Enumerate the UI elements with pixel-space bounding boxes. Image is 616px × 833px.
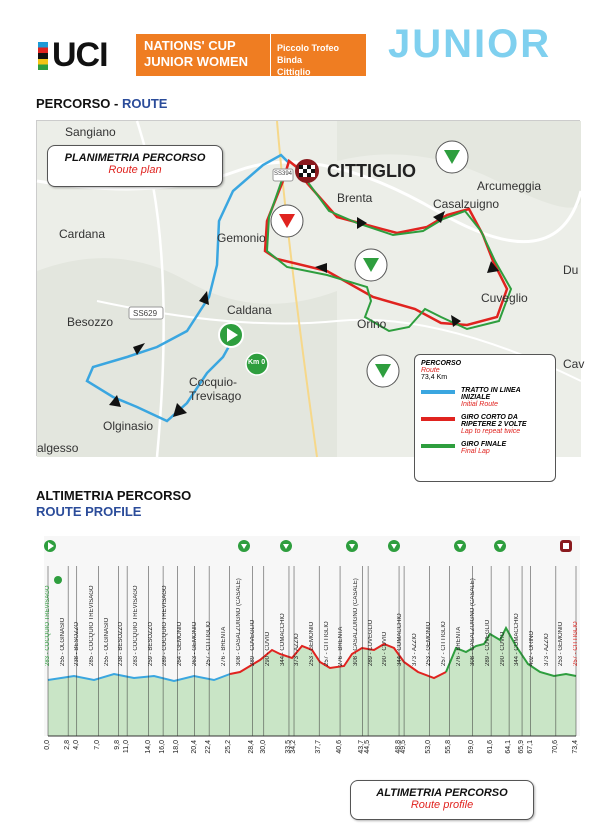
legend-item-en: Final Lap (461, 448, 490, 455)
green-pin-icon (494, 540, 506, 552)
event-title-box (136, 34, 270, 76)
green-pin-icon (346, 540, 358, 552)
green-pin-icon (280, 540, 292, 552)
category-title: JUNIOR (388, 22, 552, 66)
uci-wordmark: UCI (52, 36, 108, 74)
town-label: Cav (563, 357, 585, 371)
waypoint-label: 289 - COCQUIO TREVISAGO (162, 585, 169, 666)
km-tick-label: 4,0 (72, 740, 80, 750)
km-tick-label: 33,5 (284, 740, 292, 754)
waypoint-label: 290 - CUVIO (499, 631, 506, 666)
legend-item (421, 441, 549, 455)
km-tick-label: 16,0 (159, 740, 167, 754)
waypoint-label: 276 - BRENTA (455, 626, 462, 666)
waypoint-label: 263 - GEMONIO (191, 621, 198, 666)
km-tick-label: 67,1 (526, 740, 534, 754)
town-label: Arcumeggia (477, 179, 542, 193)
waypoint-label: 257 - CITTIGLIO (441, 621, 447, 666)
waypoint-label: 257 - CITTIGLIO (573, 621, 579, 666)
legend-item (421, 414, 549, 435)
waypoint-label: 253 - GEMONIO (426, 621, 433, 666)
finish-town-label: CITTIGLIO (327, 161, 416, 181)
town-label: Besozzo (67, 315, 114, 329)
legend-item-en: Initial Route (461, 401, 498, 408)
event-line1: NATIONS' CUP (144, 38, 236, 53)
route-profile-callout (350, 780, 534, 820)
town-label: Cuveglio (481, 291, 528, 305)
waypoint-label: 253 - GEMONIO (309, 621, 315, 666)
waypoint-label: 344 - COMACCHIO (397, 613, 403, 666)
waypoint-label: 344 - COMACCHIO (514, 613, 521, 666)
road-label-ss394: SS394 (274, 171, 293, 177)
legend-item-it: TRATTO IN LINEA INIZIALE (461, 387, 521, 401)
town-label: Brenta (337, 191, 373, 205)
waypoint-label: 257 - CITTIGLIO (206, 621, 213, 666)
legend-swatch (421, 417, 455, 421)
finish-flag-icon (295, 159, 319, 183)
legend-title-it: PERCORSO (421, 360, 462, 367)
callout-profile-en: Route profile (410, 799, 474, 811)
km-tick-label: 49,5 (400, 740, 408, 754)
uci-logo (38, 36, 130, 74)
green-pin-icon (238, 540, 250, 552)
km-tick-label: 48,8 (395, 740, 403, 754)
km-tick-label: 11,0 (123, 740, 131, 754)
waypoint-label: 373 - AZZIO (411, 633, 418, 666)
km-tick-label: 61,6 (487, 740, 495, 754)
km-tick-label: 20,4 (190, 740, 198, 754)
waypoint-label: 257 - CITTIGLIO (323, 621, 330, 666)
waypoint-label: 259 - BESOZZO (147, 621, 154, 666)
legend-title-en: Route (421, 367, 440, 374)
km-tick-label: 28,4 (248, 740, 256, 754)
route-title-en: ROUTE (121, 96, 168, 111)
finish-flag-icon (560, 540, 572, 552)
waypoint-label: 308 - CASALZUIGNO (CASALE) (470, 578, 477, 666)
town-label: Cardana (59, 227, 106, 241)
green-pin-icon (367, 355, 399, 387)
route-legend (414, 354, 556, 482)
waypoint-label: 373 - AZZIO (294, 633, 301, 666)
km-tick-label: 34,2 (290, 740, 298, 754)
km-tick-label: 64,1 (505, 740, 513, 754)
waypoint-label: 238 - BESOZZO (74, 621, 81, 666)
legend-item-en: Lap to repeat twice (461, 428, 521, 435)
route-title-it: PERCORSO - (36, 96, 122, 111)
start-play-icon (44, 540, 56, 552)
road-label-ss629: SS629 (133, 309, 158, 318)
km-tick-label: 44,5 (364, 740, 372, 754)
town-label: Du (563, 263, 579, 277)
waypoint-label: 402 - ORINO (529, 630, 535, 666)
start-play-icon (219, 323, 243, 347)
legend-item-it: GIRO CORTO DA RIPETERE 2 VOLTE (461, 414, 527, 428)
waypoint-label: 283 - COCQUIO TREVISAGO (133, 585, 139, 666)
green-pin-icon (454, 540, 466, 552)
waypoint-label: 285 - COCQUIO TREVISAGO (89, 585, 95, 666)
race-name-box (270, 34, 366, 76)
waypoint-label: 289 - CUVEGLIO (250, 619, 257, 666)
waypoint-label: 373 - AZZIO (543, 633, 550, 666)
legend-swatch (421, 444, 455, 448)
waypoint-label: 290 - CUVIO (265, 631, 271, 666)
waypoint-label: 255 - OLGINASIO (59, 617, 66, 666)
waypoint-label: 290 - CUVIO (382, 631, 389, 666)
legend-distance: 73,4 Km (421, 374, 448, 381)
green-pin-icon (388, 540, 400, 552)
km-tick-label: 2,8 (64, 740, 72, 750)
legend-swatch (421, 390, 455, 394)
km-tick-label: 7,0 (94, 740, 102, 750)
waypoint-label: 253 - GEMONIO (558, 621, 565, 666)
waypoint-label: 289 - CUVEGLIO (367, 619, 374, 666)
km-tick-label: 30,0 (259, 740, 267, 754)
race-line1: Piccolo Trofeo Binda (277, 43, 340, 65)
km-tick-label: 59,0 (468, 740, 476, 754)
km-tick-label: 43,7 (358, 740, 366, 754)
callout-profile-it: ALTIMETRIA PERCORSO (376, 787, 508, 799)
waypoint-label: 255 - OLGINASIO (103, 617, 110, 666)
town-label: algesso (37, 441, 79, 455)
callout-plan-en: Route plan (108, 164, 162, 176)
town-label: Casalzuigno (433, 197, 500, 211)
waypoint-label: 289 - CUVEGLIO (485, 619, 491, 666)
km-tick-label: 55,8 (445, 740, 453, 754)
town-label: Orino (357, 317, 387, 331)
km-tick-label: 65,9 (518, 740, 526, 754)
waypoint-label: 276 - BRENTA (221, 626, 227, 666)
waypoint-label: 344 - COMACCHIO (279, 613, 286, 666)
km-tick-label: 22,4 (205, 740, 213, 754)
waypoint-label: 264 - GEMONIO (177, 621, 183, 666)
town-label: Gemonio (217, 231, 266, 245)
km-tick-label: 18,0 (173, 740, 181, 754)
waypoint-label: 308 - CASALZUIGNO (CASALE) (353, 578, 359, 666)
route-plan-callout (47, 145, 223, 187)
event-line2: JUNIOR WOMEN (144, 54, 248, 69)
km-tick-label: 9,8 (114, 740, 122, 750)
km-tick-label: 73,4 (572, 740, 579, 754)
town-label: Cocquio-Trevisago (189, 375, 242, 403)
km0-marker-icon (54, 576, 62, 584)
km-tick-label: 40,6 (336, 740, 344, 754)
km-tick-label: 25,2 (225, 740, 233, 754)
town-label: Olginasio (103, 419, 154, 433)
km-tick-label: 14,0 (144, 740, 152, 754)
km-tick-label: 53,0 (425, 740, 433, 754)
red-pin-icon (271, 205, 303, 237)
km0-label: Km 0 (248, 359, 266, 366)
waypoint-label: 283 - COCQUIO TREVISAGO (45, 585, 51, 666)
rainbow-stripe-icon (38, 42, 48, 70)
profile-section-title-it: ALTIMETRIA PERCORSO (36, 488, 192, 503)
route-profile (44, 536, 580, 828)
km-tick-label: 37,7 (315, 740, 323, 754)
town-label: Sangiano (65, 125, 116, 139)
race-line2: Cittiglio (277, 67, 311, 77)
callout-plan-it: PLANIMETRIA PERCORSO (64, 152, 206, 164)
waypoint-label: 276 - BRENTA (338, 626, 345, 666)
waypoint-label: 308 - CASALZUIGNO (CASALE) (235, 578, 242, 666)
green-pin-icon (355, 249, 387, 281)
km-tick-label: 70,6 (551, 740, 559, 754)
legend-item-it: GIRO FINALE (461, 441, 507, 448)
route-section-title (36, 96, 167, 111)
km-tick-label: 0,0 (44, 740, 51, 750)
waypoint-label: 238 - BESOZZO (118, 621, 125, 666)
green-pin-icon (436, 141, 468, 173)
profile-section-title-en: ROUTE PROFILE (36, 504, 142, 519)
town-label: Caldana (227, 303, 272, 317)
legend-item (421, 387, 549, 408)
